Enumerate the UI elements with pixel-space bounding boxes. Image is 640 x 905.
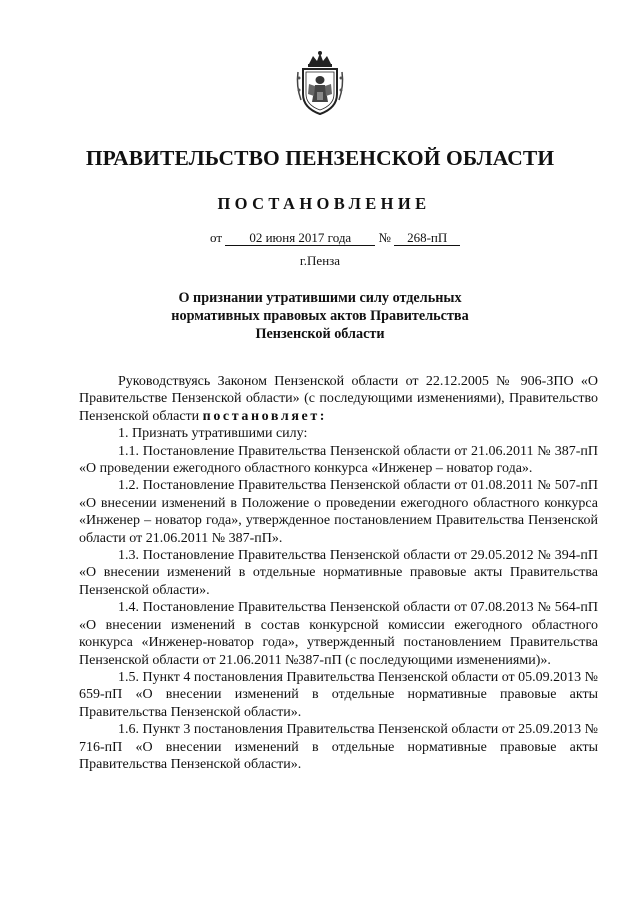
number-prefix: №: [378, 230, 391, 245]
subject-line: Пензенской области: [255, 326, 385, 342]
government-title: ПРАВИТЕЛЬСТВО ПЕНЗЕНСКОЙ ОБЛАСТИ: [85, 146, 555, 170]
document-number: 268-пП: [394, 231, 460, 246]
document-date: 02 июня 2017 года: [225, 231, 375, 246]
list-item: 1.2. Постановление Правительства Пензенской области от 01.08.2011 № 507-пП «О внесении изменений в Положение о проведении ежегодного областного конкурса «Инженер – новатор года», утвержденное постановлением Правительства Пензенской области от 21.06.2011 № 387-пП».: [79, 478, 598, 546]
date-number-line: [210, 230, 460, 246]
list-item: 1.5. Пункт 4 постановления Правительства Пензенской области от 05.09.2013 № 659-пП «О внесении изменений в отдельные нормативные правовые акты Правительства Пензенской области».: [79, 669, 598, 720]
document-body: [79, 373, 598, 773]
list-item: 1.1. Постановление Правительства Пензенской области от 21.06.2011 № 387-пП «О проведении ежегодного областного конкурса «Инженер – новатор года».: [79, 443, 598, 477]
date-prefix: от: [210, 230, 223, 245]
list-item: 1.4. Постановление Правительства Пензенской области от 07.08.2013 № 564-пП «О внесении изменений в состав конкурсной комиссии ежегодного областного конкурса «Инженер-новатор года», утвержденный постановлением Правительства Пензенской области от 21.06.2011 №387-пП (с последующими изменениями)».: [79, 600, 598, 668]
list-item: 1.6. Пункт 3 постановления Правительства Пензенской области от 25.09.2013 № 716-пП «О внесении изменений в отдельные нормативные правовые акты Правительства Пензенской области».: [79, 722, 598, 772]
resolution-keyword: постановляет:: [202, 408, 328, 424]
document-subject: [0, 289, 640, 343]
preamble-text: Руководствуясь Законом Пензенской области от 22.12.2005 № 906-ЗПО «О Правительстве Пензенской области» (с последующими изменениями), Правительство Пензенской области: [79, 374, 598, 424]
list-item: 1.3. Постановление Правительства Пензенской области от 29.05.2012 № 394-пП «О внесении изменений в отдельные нормативные правовые акты Правительства Пензенской области».: [79, 548, 598, 598]
city: г.Пенза: [299, 253, 341, 268]
subject-line: О признании утратившими силу отдельных: [178, 290, 462, 306]
preamble-paragraph: [79, 373, 598, 425]
list-item: 1. Признать утратившими силу:: [118, 426, 308, 442]
subject-line: нормативных правовых актов Правительства: [171, 308, 469, 324]
document-type: ПОСТАНОВЛЕНИЕ: [217, 194, 431, 213]
coat-of-arms-icon: [295, 50, 345, 116]
